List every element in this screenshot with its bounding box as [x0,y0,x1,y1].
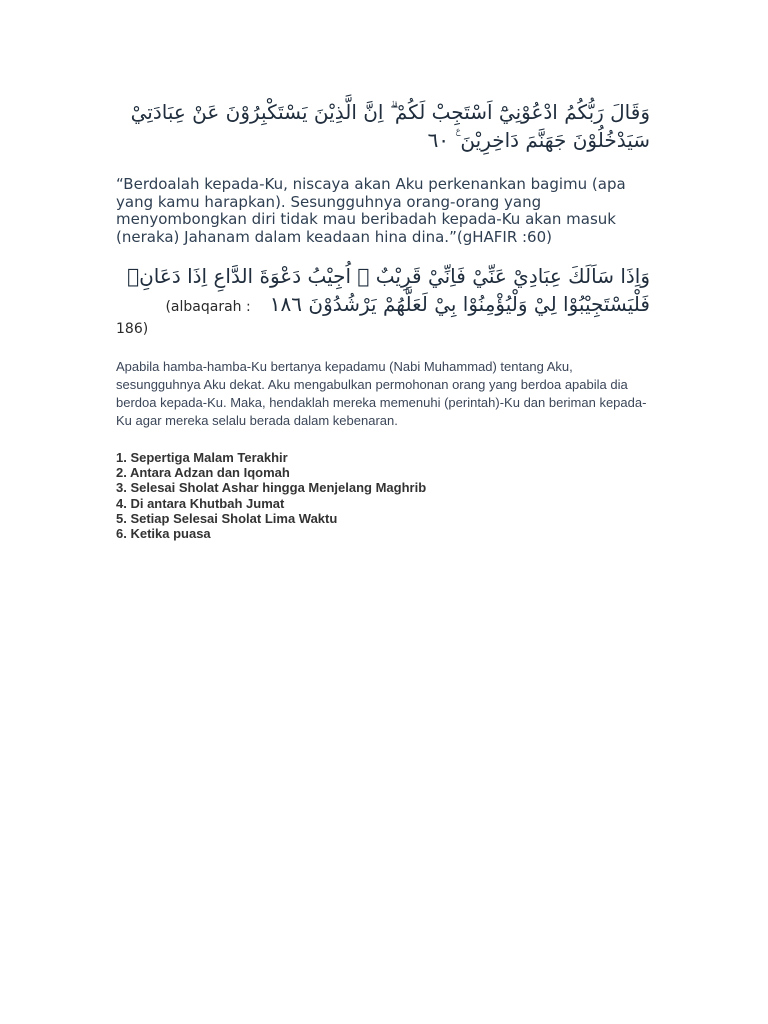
verse-ghafir-60-arabic: وَقَالَ رَبُّكُمُ ادْعُوْنِيْٓ اَسْتَجِبْ لَكُمْ ۗ اِنَّ الَّذِيْنَ يَسْتَكْبِرُوْنَ عَنْ عِبَادَتِيْ سَيَدْخُلُوْنَ جَهَنَّمَ دَاخِرِيْنَ ࣖ ٦٠ [130,100,650,152]
verse-albaqarah-186-translation: Apabila hamba-hamba-Ku bertanya kepadamu (Nabi Muhammad) tentang Aku, sesungguhnya Aku dekat. Aku mengabulkan permohonan orang yang berdoa apabila dia berdoa kepada-Ku. Maka, hendaklah mereka memenuhi (perintah)-Ku dan beriman kepada-Ku agar mereka selalu berada dalam kebenaran. [116,359,647,428]
verse-reference-part1: (albaqarah : [165,299,251,315]
list-item: 1. Sepertiga Malam Terakhir [116,450,288,465]
list-item: 5. Setiap Selesai Sholat Lima Waktu [116,510,338,526]
verse-albaqarah-186-arabic-text: وَاِذَا سَاَلَكَ عِبَادِيْ عَنِّيْ فَاِنِّيْ قَرِيْبٌ ۗ اُجِيْبُ دَعْوَةَ الدَّاعِ اِذَا دَعَانِۙ فَلْيَسْتَجِيْبُوْا لِيْ وَلْيُؤْمِنُوْا بِيْ لَعَلَّهُمْ يَرْشُدُوْنَ ١٨٦ [127,264,650,316]
document-content [116,98,650,541]
verse-reference-part2: 186) [116,321,149,337]
list-item: 4. Di antara Khutbah Jumat [116,495,285,511]
list-item: 6. Ketika puasa [116,526,211,542]
list-item: 2. Antara Adzan dan Iqomah [116,465,290,481]
verse-albaqarah-186 [116,262,650,338]
prayer-times-list [116,450,650,541]
list-item: 3. Selesai Sholat Ashar hingga Menjelang Maghrib [116,480,427,496]
verse-ghafir-60-translation: “Berdoalah kepada-Ku, niscaya akan Aku perkenankan bagimu (apa yang kamu harapkan). Sesungguhnya orang-orang yang menyombongkan diri tidak mau beribadah kepada-Ku akan masuk (neraka) Jahanam dalam keadaan hina dina.”(gHAFIR :60) [116,175,626,246]
verse-albaqarah-186-arabic [116,262,650,321]
